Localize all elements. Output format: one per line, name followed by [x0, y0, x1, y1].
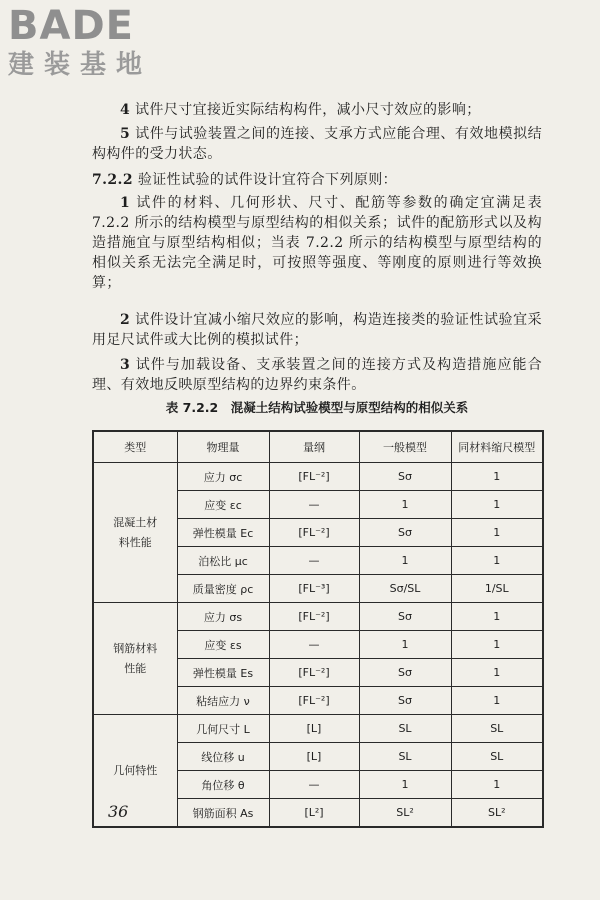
- cell-scaled-model: SL²: [451, 799, 543, 828]
- cell-scaled-model: 1: [451, 491, 543, 519]
- cell-dimension: [FL⁻²]: [269, 463, 359, 491]
- header-scaled-model: 同材料缩尺模型: [451, 431, 543, 463]
- cell-dimension: —: [269, 547, 359, 575]
- clause-4: [92, 100, 542, 120]
- cell-dimension: —: [269, 771, 359, 799]
- clause-text: 试件尺寸宜接近实际结构构件，减小尺寸效应的影响；: [135, 102, 481, 118]
- item-text: 试件设计宜减小缩尺效应的影响，构造连接类的验证性试验宜采用足尺试件或大比例的模拟试件；: [92, 312, 543, 348]
- item-text: 试件的材料、几何形状、尺寸、配筋等参数的确定宜满足表 7.2.2 所示的结构模型与原型结构的相似关系；试件的配筋形式以及构造措施宜与原型结构相似；当表 7.2.2 所示的结构模型与原型结构的相似关系无法完全满足时，可按照等强度、等刚度的原则进行等效换算；: [92, 195, 542, 291]
- cell-dimension: [FL⁻²]: [269, 519, 359, 547]
- cell-dimension: [FL⁻²]: [269, 659, 359, 687]
- cell-scaled-model: 1: [451, 603, 543, 631]
- cell-quantity: 弹性模量 Es: [177, 659, 269, 687]
- item-number: 1: [120, 195, 131, 211]
- cell-scaled-model: 1: [451, 687, 543, 715]
- logo-subtitle: 建装基地: [8, 50, 153, 80]
- cell-scaled-model: 1: [451, 631, 543, 659]
- section-number: 7.2.2: [92, 172, 133, 188]
- cell-dimension: [L]: [269, 743, 359, 771]
- table-header-row: [93, 431, 543, 463]
- cell-general-model: Sσ/SL: [359, 575, 451, 603]
- cell-quantity: 弹性模量 Ec: [177, 519, 269, 547]
- cell-general-model: Sσ: [359, 519, 451, 547]
- cell-dimension: [FL⁻²]: [269, 687, 359, 715]
- cell-quantity: 线位移 u: [177, 743, 269, 771]
- cell-general-model: 1: [359, 491, 451, 519]
- cell-dimension: [FL⁻³]: [269, 575, 359, 603]
- similarity-table: [92, 430, 544, 828]
- cell-scaled-model: 1: [451, 463, 543, 491]
- cell-scaled-model: SL: [451, 715, 543, 743]
- logo: [8, 4, 152, 80]
- cell-scaled-model: 1: [451, 519, 543, 547]
- clause-number: 5: [120, 126, 131, 142]
- cell-general-model: 1: [359, 547, 451, 575]
- cell-dimension: [FL⁻²]: [269, 603, 359, 631]
- clause-5: [92, 124, 542, 164]
- cell-general-model: 1: [359, 771, 451, 799]
- table-row: [93, 715, 543, 743]
- cell-general-model: Sσ: [359, 659, 451, 687]
- cell-general-model: Sσ: [359, 603, 451, 631]
- cell-dimension: [L]: [269, 715, 359, 743]
- clause-text: 试件与试验装置之间的连接、支承方式应能合理、有效地模拟结构构件的受力状态。: [92, 126, 543, 162]
- cell-quantity: 应变 εc: [177, 491, 269, 519]
- cell-quantity: 应力 σs: [177, 603, 269, 631]
- section-text: 验证性试验的试件设计宜符合下列原则：: [137, 172, 398, 188]
- table-body: [93, 463, 543, 828]
- header-general-model: 一般模型: [359, 431, 451, 463]
- cell-general-model: SL: [359, 743, 451, 771]
- header-quantity: 物理量: [177, 431, 269, 463]
- section-7-2-2: [92, 170, 542, 190]
- cell-quantity: 应力 σc: [177, 463, 269, 491]
- cell-general-model: Sσ: [359, 687, 451, 715]
- cell-scaled-model: SL: [451, 743, 543, 771]
- item-2: [92, 310, 542, 350]
- cell-scaled-model: 1: [451, 771, 543, 799]
- cell-quantity: 钢筋面积 As: [177, 799, 269, 828]
- cell-quantity: 几何尺寸 L: [177, 715, 269, 743]
- page-number: 36: [108, 802, 129, 821]
- cell-quantity: 应变 εs: [177, 631, 269, 659]
- cell-quantity: 泊松比 μc: [177, 547, 269, 575]
- cell-general-model: 1: [359, 631, 451, 659]
- table-title: 表 7.2.2 混凝土结构试验模型与原型结构的相似关系: [165, 400, 469, 415]
- group-label: 钢筋材料性能: [93, 603, 177, 715]
- group-label: 几何特性: [93, 715, 177, 828]
- cell-scaled-model: 1: [451, 547, 543, 575]
- cell-quantity: 质量密度 ρc: [177, 575, 269, 603]
- cell-quantity: 角位移 θ: [177, 771, 269, 799]
- cell-dimension: —: [269, 491, 359, 519]
- table-row: [93, 463, 543, 491]
- cell-scaled-model: 1: [451, 659, 543, 687]
- cell-general-model: SL²: [359, 799, 451, 828]
- group-label: 混凝土材料性能: [93, 463, 177, 603]
- clause-number: 4: [120, 102, 131, 118]
- item-1: [92, 193, 542, 293]
- cell-dimension: —: [269, 631, 359, 659]
- cell-general-model: Sσ: [359, 463, 451, 491]
- item-number: 3: [120, 357, 131, 373]
- header-dimension: 量纲: [269, 431, 359, 463]
- item-text: 试件与加载设备、支承装置之间的连接方式及构造措施应能合理、有效地反映原型结构的边界约束条件。: [92, 357, 542, 393]
- item-3: [92, 355, 542, 395]
- logo-mark: BADE: [8, 3, 134, 49]
- item-number: 2: [120, 312, 131, 328]
- header-type: 类型: [93, 431, 177, 463]
- table-row: [93, 603, 543, 631]
- cell-general-model: SL: [359, 715, 451, 743]
- cell-dimension: [L²]: [269, 799, 359, 828]
- cell-quantity: 粘结应力 ν: [177, 687, 269, 715]
- cell-scaled-model: 1/SL: [451, 575, 543, 603]
